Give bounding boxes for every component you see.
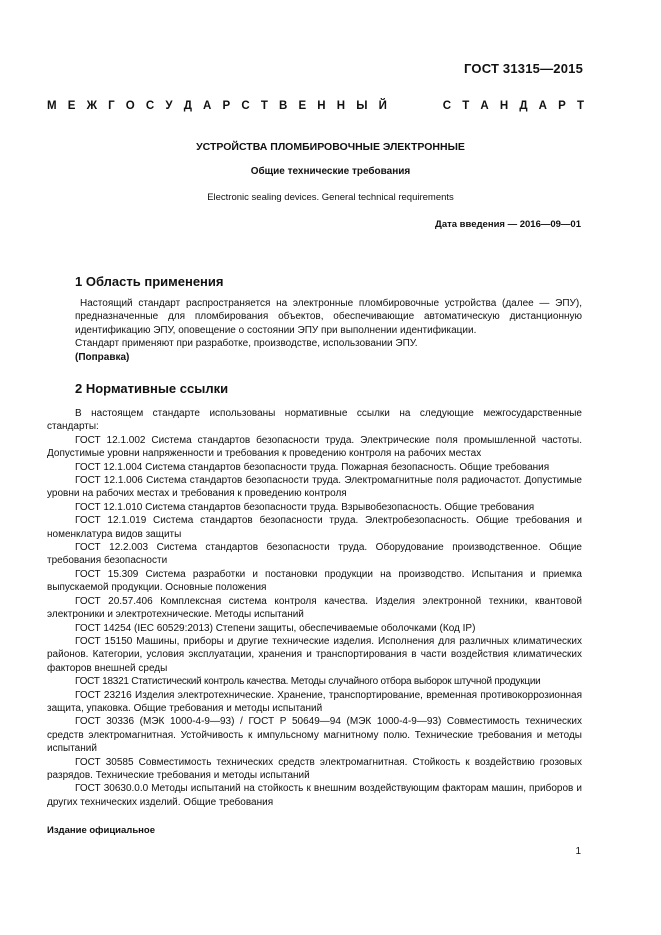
section-1-paragraph: Настоящий стандарт распространяется на электронные пломбировочные устройства (далее — ЭПУ), предназначенные для пломбирования объектов, обеспечивающие автоматическую дистанционную идентификацию ЭПУ, оповещение о состоянии ЭПУ при выполнении идентификации.: [75, 298, 582, 336]
section-1-paragraph: Стандарт применяют при разработке, производстве, использовании ЭПУ.: [75, 338, 418, 350]
amendment-note: (Поправка): [75, 351, 130, 363]
section-1-body: [75, 297, 582, 364]
document-code: ГОСТ 31315—2015: [464, 61, 583, 76]
official-edition-label: Издание официальное: [47, 825, 155, 836]
document-subtitle: Общие технические требования: [250, 166, 411, 177]
reference-item: ГОСТ 15.309 Система разработки и постановки продукции на производство. Испытания и приемка выпускаемой продукции. Основные положения: [47, 568, 582, 594]
reference-item: ГОСТ 23216 Изделия электротехнические. Хранение, транспортирование, временная противокоррозионная защита, упаковка. Общие требования и методы испытаний: [47, 689, 582, 714]
reference-item: ГОСТ 30630.0.0 Методы испытаний на стойкость к внешним воздействующим факторам машин, приборов и других технических изделий. Общие требования: [47, 783, 582, 808]
reference-item: ГОСТ 12.1.006 Система стандартов безопасности труда. Электромагнитные поля радиочастот. Допустимые уровни на рабочих местах и требования к проведению контроля: [47, 475, 582, 500]
section-2-heading: 2 Нормативные ссылки: [75, 381, 229, 396]
section-2-body: [47, 407, 582, 809]
reference-item: ГОСТ 20.57.406 Комплексная система контроля качества. Изделия электронной техники, квантовой электроники и электротехнические. Методы испытаний: [47, 595, 582, 621]
page-number: 1: [575, 846, 581, 857]
interstate-standard-banner: М Е Ж Г О С У Д А Р С Т В Е Н Н Ы Й С Т А Н Д А Р Т: [47, 100, 584, 112]
reference-item: ГОСТ 12.1.010 Система стандартов безопасности труда. Взрывобезопасность. Общие требования: [75, 501, 535, 513]
reference-item: ГОСТ 12.1.004 Система стандартов безопасности труда. Пожарная безопасность. Общие требования: [75, 461, 550, 473]
reference-item: ГОСТ 12.2.003 Система стандартов безопасности труда. Оборудование производственное. Общие требования безопасности: [47, 542, 582, 567]
reference-item: ГОСТ 14254 (IEC 60529:2013) Степени защиты, обеспечиваемые оболочками (Код IP): [75, 622, 476, 634]
reference-item: ГОСТ 30336 (МЭК 1000-4-9—93) / ГОСТ Р 50649—94 (МЭК 1000-4-9—93) Совместимость технических средств электромагнитная. Устойчивость к импульсному магнитному полю. Технические требования и методы испытаний: [47, 716, 582, 755]
section-1-heading: 1 Область применения: [75, 274, 224, 289]
reference-intro: В настоящем стандарте использованы нормативные ссылки на следующие межгосударственные стандарты:: [47, 408, 582, 433]
document-title: УСТРОЙСТВА ПЛОМБИРОВОЧНЫЕ ЭЛЕКТРОННЫЕ: [196, 141, 465, 153]
introduction-date: Дата введения — 2016—09—01: [435, 219, 581, 230]
reference-item: ГОСТ 12.1.019 Система стандартов безопасности труда. Электробезопасность. Общие требования и номенклатура видов защиты: [47, 515, 582, 540]
reference-item: ГОСТ 30585 Совместимость технических средств электромагнитная. Стойкость к воздействию грозовых разрядов. Технические требования и методы испытаний: [47, 756, 582, 781]
reference-item: ГОСТ 12.1.002 Система стандартов безопасности труда. Электрические поля промышленной частоты. Допустимые уровни напряженности и требования к проведению контроля на рабочих местах: [47, 434, 582, 460]
reference-item: ГОСТ 18321 Статистический контроль качества. Методы случайного отбора выборок штучной продукции: [75, 676, 541, 688]
english-title: Electronic sealing devices. General technical requirements: [207, 192, 454, 203]
reference-item: ГОСТ 15150 Машины, приборы и другие технические изделия. Исполнения для различных климатических районов. Категории, условия эксплуатации, хранения и транспортирования в части воздействия климатических факторов внешней среды: [47, 635, 582, 674]
